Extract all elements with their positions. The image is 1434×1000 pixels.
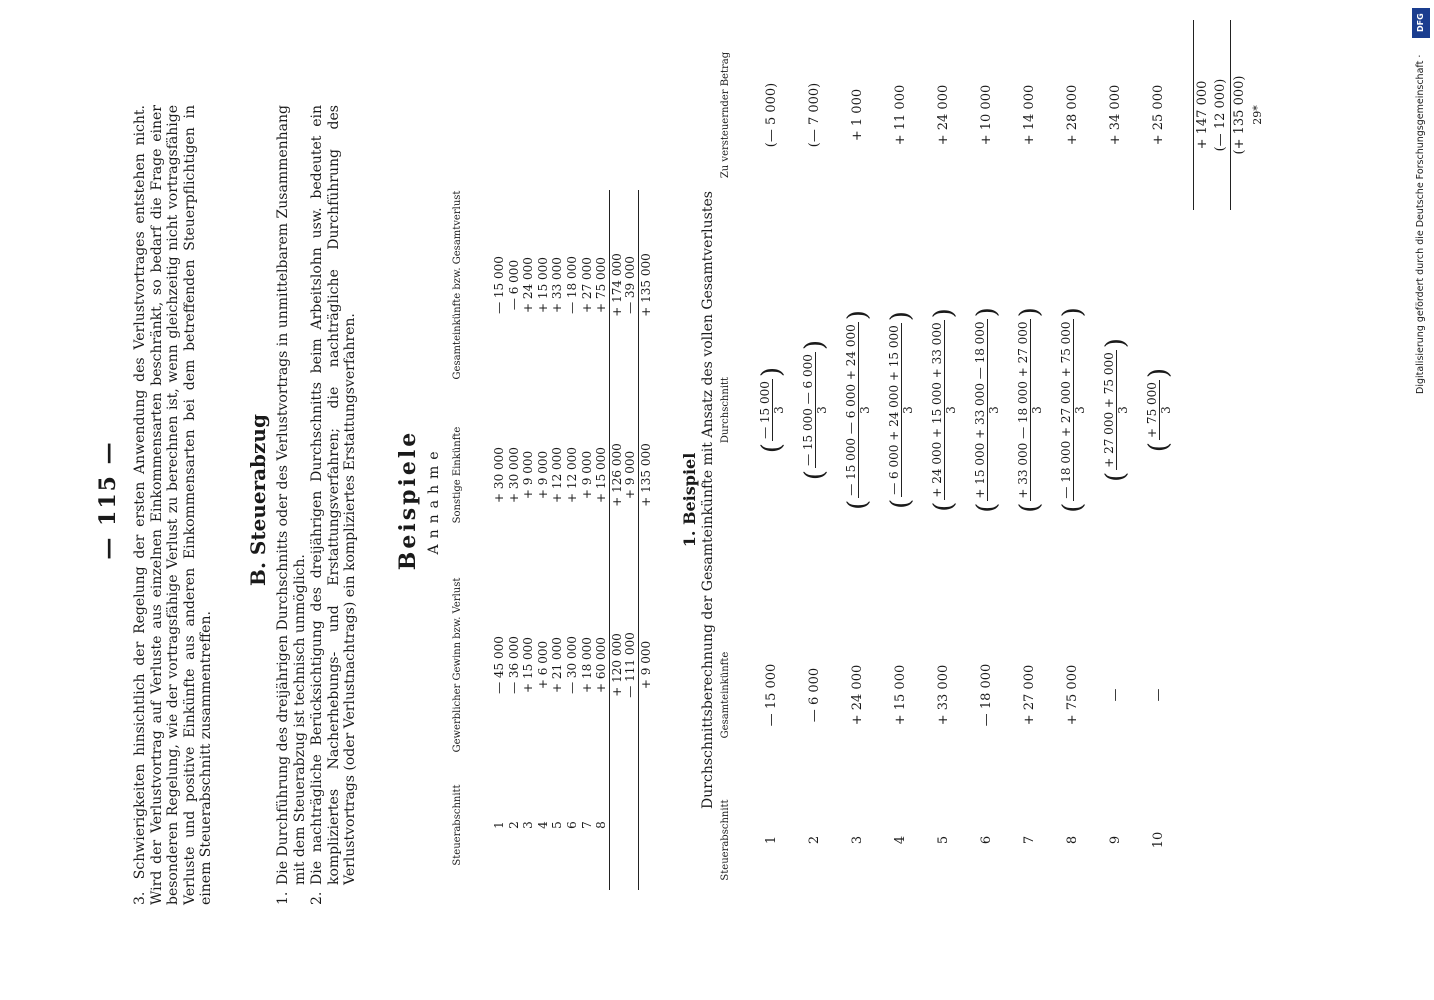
table-cell: + 174 000 xyxy=(609,253,624,317)
digitization-credit: Digitalisierung gefördert durch die Deutsche Forschungsgemeinschaft · xyxy=(1415,54,1426,394)
right-paren: ) xyxy=(842,310,873,321)
fraction-body xyxy=(758,377,786,443)
header-cell: Durchschnitt xyxy=(720,376,731,444)
digitization-sidebar xyxy=(1410,0,1434,1000)
fraction-numerator: — 18 000 + 27 000 + 75 000 xyxy=(1058,321,1073,499)
dfg-logo: DFG xyxy=(1412,8,1430,38)
header-cell: Gewerblicher Gewinn bzw. Verlust xyxy=(452,577,463,753)
table-row xyxy=(550,190,565,890)
average-fraction xyxy=(1102,338,1130,482)
table-cell: + 12 000 xyxy=(564,447,579,503)
table-row xyxy=(580,190,595,890)
fraction-denominator: 3 xyxy=(1029,406,1044,414)
fraction-numerator: + 24 000 + 15 000 + 33 000 xyxy=(929,322,944,498)
table-cell: + 9 000 xyxy=(623,450,638,500)
table-cell: — 30 000 xyxy=(564,636,579,694)
sum-block xyxy=(1193,20,1249,210)
average-calculation-table xyxy=(720,20,1264,900)
rotated-page-content xyxy=(95,0,1400,1000)
income-cell: + 24 000 xyxy=(849,664,865,726)
average-fraction xyxy=(887,311,915,509)
intro-number: 3. xyxy=(132,891,148,905)
header-cell: Zu versteuernder Betrag xyxy=(720,51,731,179)
table-cell: + 30 000 xyxy=(492,447,506,503)
table-row xyxy=(750,20,793,900)
fraction-body xyxy=(1016,317,1044,502)
left-paren: ( xyxy=(1057,502,1088,513)
table-row xyxy=(836,20,879,900)
fraction-denominator: 3 xyxy=(1072,406,1087,414)
header-cell: Gesamteinkünfte xyxy=(720,651,731,739)
table-row xyxy=(1094,20,1137,900)
average-cell xyxy=(844,210,872,610)
table-cell: — 36 000 xyxy=(506,636,521,694)
left-paren: ( xyxy=(928,501,959,512)
header-cell: Steuerabschnitt xyxy=(452,784,463,866)
period-cell: 7 xyxy=(1021,835,1037,845)
table-cell: 4 xyxy=(535,821,550,829)
taxable-amount-cell: + 10 000 xyxy=(978,84,994,146)
fraction-body xyxy=(930,318,958,501)
left-paren: ( xyxy=(1143,441,1174,453)
period-cell: 4 xyxy=(892,835,908,845)
left-paren: ( xyxy=(1100,471,1131,482)
table-row xyxy=(507,190,522,890)
average-fraction xyxy=(758,367,786,453)
fraction-denominator: 3 xyxy=(1115,406,1130,414)
right-paren: ) xyxy=(1057,307,1088,318)
average-cell xyxy=(758,210,786,610)
table-cell: + 75 000 xyxy=(594,257,609,313)
table-cell: + 135 000 xyxy=(638,253,653,317)
table-row xyxy=(536,190,551,890)
header-cell: Sonstige Einkünfte xyxy=(452,426,463,524)
income-cell: + 27 000 xyxy=(1021,664,1037,726)
item-number: 2. xyxy=(309,891,325,905)
taxable-amount-cell: + 14 000 xyxy=(1021,84,1037,146)
fraction-numerator: + 15 000 + 33 000 — 18 000 xyxy=(972,321,987,499)
period-cell: 1 xyxy=(763,835,779,845)
numbered-item xyxy=(275,105,308,905)
table-cell: — 18 000 xyxy=(564,256,579,314)
examples-subheading: Annahme xyxy=(426,445,442,555)
fraction-numerator: — 15 000 xyxy=(757,381,772,439)
taxable-amount-cell: (— 5 000) xyxy=(763,82,779,148)
signature-mark: 29* xyxy=(1251,105,1264,125)
table-cell: 6 xyxy=(564,821,579,829)
table-cell: + 21 000 xyxy=(550,637,565,693)
right-paren: ) xyxy=(928,308,959,319)
table-cell: + 15 000 xyxy=(594,447,609,503)
fraction-denominator: 3 xyxy=(986,406,1001,414)
table-cell: + 30 000 xyxy=(506,447,521,503)
left-paren: ( xyxy=(971,502,1002,513)
table-row xyxy=(793,20,836,900)
period-cell: 6 xyxy=(978,835,994,845)
fraction-body xyxy=(844,320,872,499)
average-cell xyxy=(801,210,829,610)
right-paren: ) xyxy=(971,307,1002,318)
period-cell: 5 xyxy=(935,835,951,845)
taxable-amount-cell: + 34 000 xyxy=(1107,84,1123,146)
table-cell xyxy=(610,760,624,890)
item-text: Die nachträgliche Berücksichtigung des dreijährigen Durchschnitts beim Arbeitslohn usw. bedeutet ein kompliziertes Nacherhebungs- und Erstattungsverfahren; die nachträgliche Durchführung des Verlustvortrags (oder Verlustnachtrags) ein kompliziertes Erstattungsverfahren. xyxy=(309,105,358,885)
taxable-amount-cell: (— 7 000) xyxy=(806,82,822,148)
right-paren: ) xyxy=(1143,367,1174,379)
item-text: Die Durchführung des dreijährigen Durchschnitts oder des Verlustvortrags in unmittelbarem Zusammenhang mit dem Steuerabzug ist technisch unmöglich. xyxy=(275,104,308,885)
period-cell: 3 xyxy=(849,835,865,845)
table-cell: + 9 000 xyxy=(535,450,550,500)
example1-subheading: Durchschnittsberechnung der Gesamteinkünfte mit Ansatz des vollen Gesamtverlustes xyxy=(700,191,716,809)
left-paren: ( xyxy=(1014,502,1045,513)
right-paren: ) xyxy=(1100,338,1131,349)
taxable-amount-cell: + 24 000 xyxy=(935,84,951,146)
right-paren: ) xyxy=(799,339,830,351)
table-cell: + 33 000 xyxy=(550,257,565,313)
fraction-denominator: 3 xyxy=(1158,406,1173,414)
table-cell: + 9 000 xyxy=(521,450,536,500)
table-cell xyxy=(639,760,653,890)
taxable-amount-cell: + 1 000 xyxy=(849,88,865,142)
fraction-body xyxy=(973,317,1001,502)
table-cell: + 24 000 xyxy=(521,257,536,313)
table-row xyxy=(594,190,609,890)
fraction-body xyxy=(1059,317,1087,502)
table-cell: 1 xyxy=(492,821,506,829)
average-fraction xyxy=(930,308,958,512)
income-cell: — 15 000 xyxy=(763,663,779,727)
fraction-denominator: 3 xyxy=(857,406,872,414)
average-cell xyxy=(973,210,1001,610)
numbered-items xyxy=(275,105,360,905)
table-cell: — 111 000 xyxy=(623,632,638,698)
table-row xyxy=(1137,20,1180,900)
table-cell: + 15 000 xyxy=(535,257,550,313)
fraction-body xyxy=(801,350,829,470)
table-row xyxy=(521,190,536,890)
taxable-amount-cell: + 25 000 xyxy=(1150,84,1166,146)
fraction-body xyxy=(887,321,915,499)
table-row xyxy=(922,20,965,900)
period-cell: 2 xyxy=(806,835,822,845)
table-cell: + 60 000 xyxy=(594,637,609,693)
assumption-table xyxy=(452,190,653,890)
table-cell: + 18 000 xyxy=(579,637,594,693)
period-cell: 9 xyxy=(1107,835,1123,845)
sum-row xyxy=(609,190,624,890)
average-fraction xyxy=(973,307,1001,512)
left-paren: ( xyxy=(842,499,873,510)
item-number: 1. xyxy=(275,891,291,905)
average-fraction xyxy=(1145,368,1173,452)
sum-row xyxy=(623,190,638,890)
fraction-numerator: — 6 000 + 24 000 + 15 000 xyxy=(886,325,901,495)
table-cell: + 6 000 xyxy=(535,640,550,690)
left-paren: ( xyxy=(799,469,830,481)
table-cell: — 39 000 xyxy=(623,256,638,314)
average-cell xyxy=(887,210,915,610)
table-cell: — 6 000 xyxy=(506,259,521,311)
fraction-denominator: 3 xyxy=(943,406,958,414)
average-fraction xyxy=(801,340,829,480)
income-cell: — 18 000 xyxy=(978,663,994,727)
fraction-body xyxy=(1102,348,1130,472)
income-cell: + 33 000 xyxy=(935,664,951,726)
total-row xyxy=(638,190,653,890)
fraction-numerator: — 15 000 — 6 000 + 24 000 xyxy=(843,324,858,496)
income-cell: — xyxy=(1107,688,1123,702)
table-cell: + 9 000 xyxy=(638,640,653,690)
right-paren: ) xyxy=(885,311,916,322)
table-cell: — 15 000 xyxy=(492,256,506,314)
right-paren: ) xyxy=(1014,307,1045,318)
average-fraction xyxy=(1016,307,1044,512)
fraction-body xyxy=(1145,378,1173,442)
table-cell: + 126 000 xyxy=(609,443,624,507)
intro-text: Schwierigkeiten hinsichtlich der Regelung der ersten Anwendung des Verlustvortrages entstehen nicht. Wird der Verlustvortrag auf Verluste aus einzelnen Einkommensarten beschränkt, so bedarf die Frage einer besonderen Regelung, wie der vortragsfähige Verlust zu berechnen ist, wenn gleichzeitig nicht vortragsfähige Verluste und positive Einkünfte aus anderen Einkommensarten bei dem betreffenden Steuerpflichtigen in einem Steuerabschnitt zusammentreffen. xyxy=(132,105,214,905)
numbered-item xyxy=(309,105,359,905)
table-cell: + 120 000 xyxy=(609,633,624,697)
income-cell: + 15 000 xyxy=(892,664,908,726)
income-cell: + 75 000 xyxy=(1064,664,1080,726)
average-cell xyxy=(1016,210,1044,610)
table-cell: + 9 000 xyxy=(579,450,594,500)
average-cell xyxy=(930,210,958,610)
sum-line: (— 12 000) xyxy=(1213,78,1228,152)
taxable-amount-cell: + 11 000 xyxy=(892,84,908,146)
header-cell: Steuerabschnitt xyxy=(720,799,731,881)
table-cell: + 135 000 xyxy=(638,443,653,507)
sum-line: (+ 135 000) xyxy=(1230,20,1249,210)
period-cell: 8 xyxy=(1064,835,1080,845)
fraction-numerator: + 33 000 — 18 000 + 27 000 xyxy=(1015,321,1030,499)
table-cell: 2 xyxy=(506,821,521,829)
average-fraction xyxy=(1059,307,1087,512)
table-cell: — 45 000 xyxy=(492,636,506,694)
table-cell: + 12 000 xyxy=(550,447,565,503)
table-row xyxy=(1008,20,1051,900)
table-body xyxy=(750,20,1180,900)
table-row xyxy=(965,20,1008,900)
average-cell xyxy=(1145,210,1173,610)
left-paren: ( xyxy=(756,442,787,454)
table-row xyxy=(565,190,580,890)
table-body xyxy=(492,190,653,890)
table-row xyxy=(879,20,922,900)
income-cell: — 6 000 xyxy=(806,667,822,723)
table-header xyxy=(452,190,492,890)
right-paren: ) xyxy=(756,366,787,378)
table-cell: 8 xyxy=(594,821,609,829)
fraction-denominator: 3 xyxy=(771,406,786,414)
taxable-amount-cell: + 28 000 xyxy=(1064,84,1080,146)
fraction-numerator: + 75 000 xyxy=(1144,382,1159,438)
header-cell: Gesamteinkünfte bzw. Gesamtverlust xyxy=(452,190,463,380)
fraction-denominator: 3 xyxy=(814,406,829,414)
table-cell: 3 xyxy=(521,821,536,829)
section-heading: B. Steuerabzug xyxy=(246,414,270,586)
table-cell: 7 xyxy=(579,821,594,829)
income-cell: — xyxy=(1150,688,1166,702)
fraction-numerator: + 27 000 + 75 000 xyxy=(1101,352,1116,468)
fraction-denominator: 3 xyxy=(900,406,915,414)
sum-line: + 147 000 xyxy=(1193,20,1212,210)
table-cell: 5 xyxy=(550,821,565,829)
example1-heading: 1. Beispiel xyxy=(680,452,699,548)
table-header xyxy=(720,20,750,900)
period-cell: 10 xyxy=(1150,831,1166,849)
table-cell: + 27 000 xyxy=(579,257,594,313)
table-cell: + 15 000 xyxy=(521,637,536,693)
fraction-numerator: — 15 000 — 6 000 xyxy=(800,354,815,466)
left-paren: ( xyxy=(885,498,916,509)
table-cell xyxy=(623,760,638,890)
average-cell xyxy=(1102,210,1130,610)
examples-heading: Beispiele xyxy=(395,429,421,571)
table-row xyxy=(1051,20,1094,900)
table-row xyxy=(492,190,507,890)
average-cell xyxy=(1059,210,1087,610)
average-fraction xyxy=(844,310,872,510)
intro-paragraph xyxy=(132,105,215,905)
page-number: — 115 — xyxy=(95,440,121,560)
